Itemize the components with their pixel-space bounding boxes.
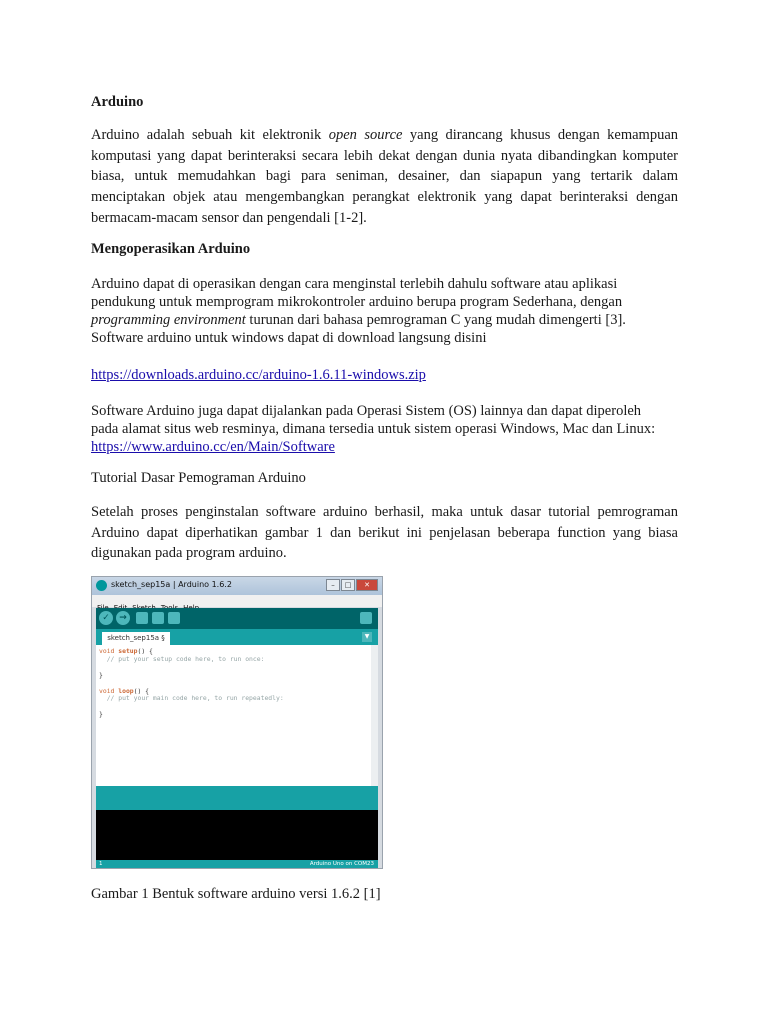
ide-menu-bar	[92, 595, 382, 607]
paragraph-operating	[91, 275, 678, 347]
download-link-line	[91, 367, 426, 384]
save-file-icon	[168, 612, 180, 624]
editor-scrollbar	[371, 645, 378, 786]
para2-line1: Arduino dapat di operasikan dengan cara menginstal terlebih dahulu software atau aplikasi	[91, 276, 618, 292]
new-file-icon	[136, 612, 148, 624]
para2-line3: programming environment turunan dari bahasa pemrograman C yang mudah dimengerti [3].	[91, 312, 626, 328]
ide-title-bar	[92, 577, 382, 595]
ide-tab-bar	[96, 629, 378, 645]
maximize-icon: □	[341, 579, 355, 591]
tab-menu-icon: ▼	[362, 632, 372, 642]
para2-line2: pendukung untuk memprogram mikrokontroler arduino berupa program Sederhana, dengan	[91, 294, 623, 310]
para3-line3	[91, 438, 678, 456]
para1-line1: Arduino adalah sebuah kit elektronik open source yang dirancang khusus dengan kemampuan	[91, 127, 678, 143]
para4-line2: Arduino dapat diperhatikan gambar 1 dan berikut ini penjelasan beberapa function yang biasa	[91, 524, 678, 541]
upload-icon: →	[116, 611, 130, 625]
para3-line2: pada alamat situs web resminya, dimana tersedia untuk sistem operasi Windows, Mac dan Linux:	[91, 421, 656, 437]
paragraph-tutorial	[91, 502, 678, 564]
para1-line4: menciptakan objek atau mengembangkan perangkat elektronik yang dapat berinteraksi dengan	[91, 189, 678, 206]
heading-arduino: Arduino	[91, 94, 144, 110]
line-number: 1	[99, 861, 103, 867]
verify-icon: ✓	[99, 611, 113, 625]
para4-line1: Setelah proses penginstalan software arduino berhasil, maka untuk dasar tutorial pemrograman	[91, 504, 678, 520]
arduino-logo-icon	[96, 580, 107, 591]
para1-line3: biasa, untuk memudahkan bagi para seniman, desainer, dan siapapun yang tertarik dalam	[91, 168, 678, 185]
sketch-tab: sketch_sep15a §	[102, 632, 170, 645]
ide-code-editor	[96, 645, 378, 786]
para1-line2: komputasi yang dapat berinteraksi secara lebih dekat dengan dunia nyata dibandingkan komputer	[91, 147, 678, 164]
ide-footer	[96, 860, 378, 868]
arduino-ide-screenshot	[91, 576, 383, 869]
board-info: Arduino Uno on COM23	[309, 861, 374, 867]
para3-line1: Software Arduino juga dapat dijalankan pada Operasi Sistem (OS) lainnya dan dapat diperoleh	[91, 403, 642, 419]
ide-toolbar	[96, 608, 378, 629]
para4-line3: digunakan pada program arduino.	[91, 545, 287, 562]
paragraph-os	[91, 402, 678, 456]
close-icon: ✕	[356, 579, 378, 591]
para1-line5: bermacam-macam sensor dan pengendali [1-2].	[91, 209, 367, 226]
tutorial-title: Tutorial Dasar Pemograman Arduino	[91, 470, 306, 486]
ide-window-title: sketch_sep15a | Arduino 1.6.2	[111, 580, 232, 589]
arduino-software-link[interactable]: https://www.arduino.cc/en/Main/Software	[91, 439, 335, 455]
figure-caption: Gambar 1 Bentuk software arduino versi 1.6.2 [1]	[91, 886, 381, 902]
code-text: void setup() { // put your setup code here, to run once: } void loop() { // put your main code here, to run repeatedly: }	[99, 647, 284, 719]
ide-status-area	[96, 786, 378, 810]
windows-download-link[interactable]: https://downloads.arduino.cc/arduino-1.6.11-windows.zip	[91, 367, 426, 383]
paragraph-intro	[91, 125, 678, 229]
serial-monitor-icon	[360, 612, 372, 624]
minimize-icon: –	[326, 579, 340, 591]
open-file-icon	[152, 612, 164, 624]
ide-console	[96, 810, 378, 860]
para2-line4: Software arduino untuk windows dapat di download langsung disini	[91, 330, 487, 346]
heading-mengoperasikan: Mengoperasikan Arduino	[91, 241, 251, 257]
window-controls	[326, 579, 378, 591]
